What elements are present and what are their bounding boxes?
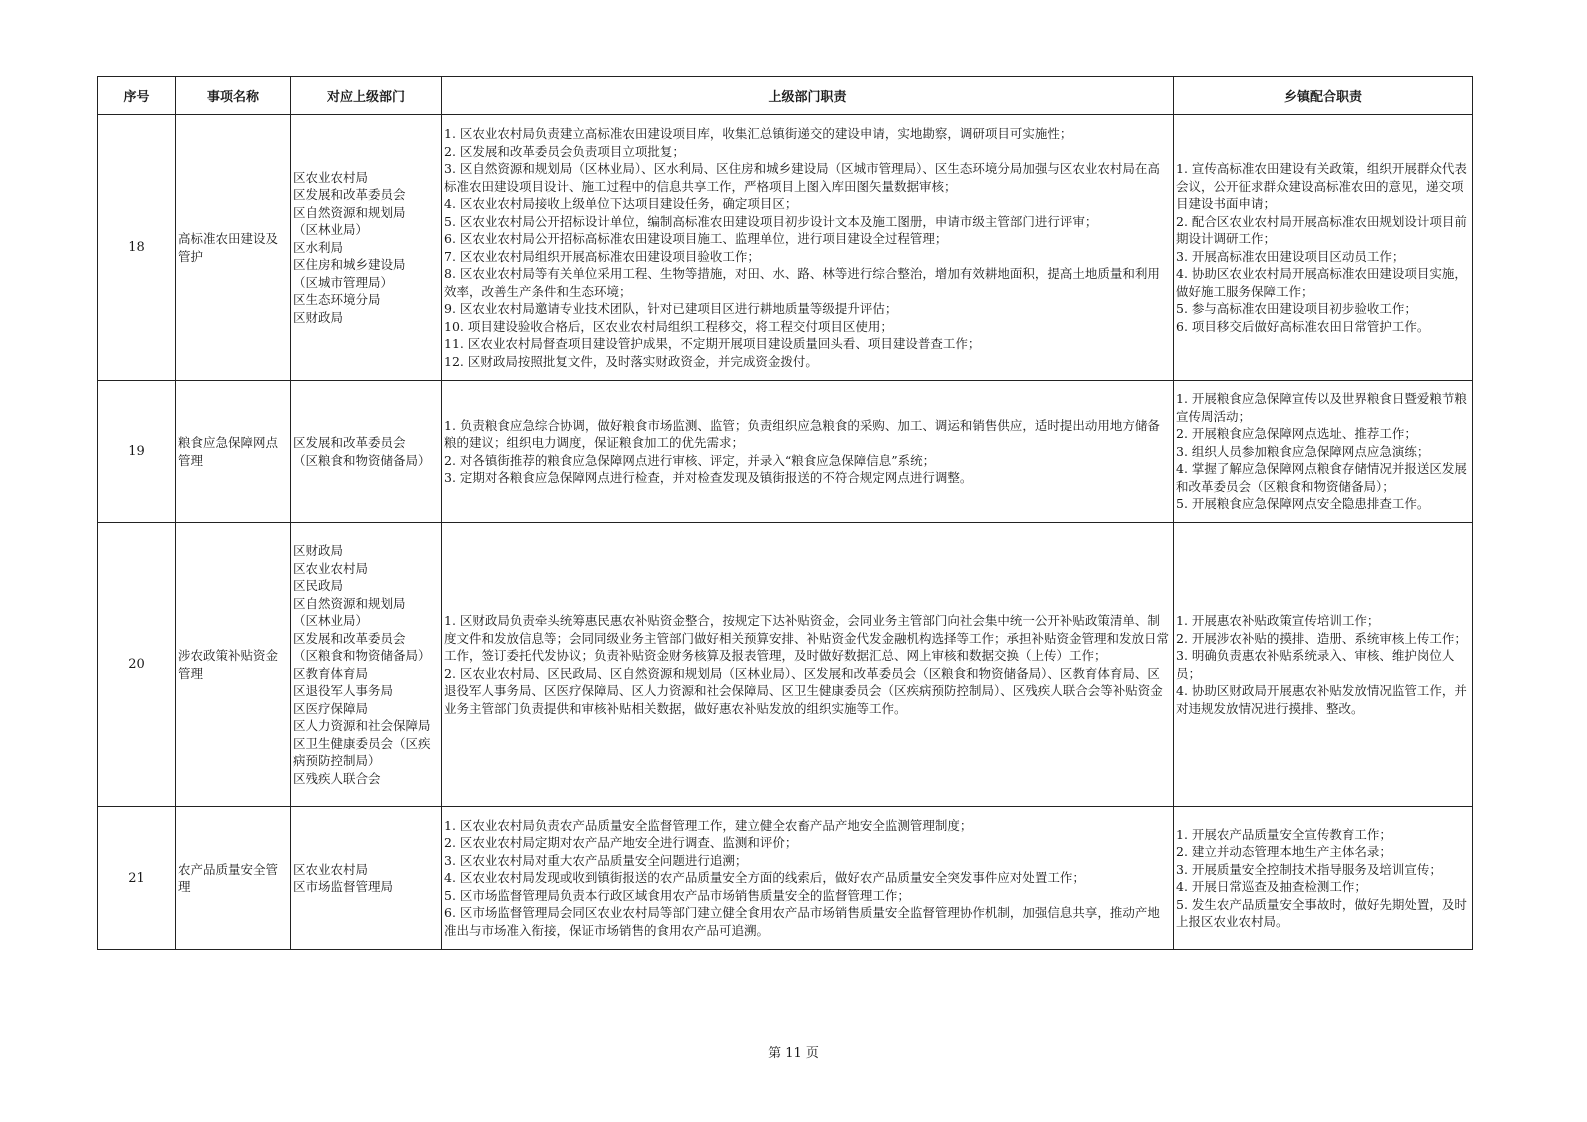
duty-line: 5. 区农业农村局公开招标设计单位，编制高标准农田建设项目初步设计文本及施工图册，申请市级主管部门进行评审； bbox=[444, 213, 1098, 229]
dept-line: 区发展和改革委员会 bbox=[293, 187, 406, 203]
row-item-name: 农产品质量安全管理 bbox=[176, 807, 291, 950]
duty-line: 7. 区农业农村局组织开展高标准农田建设项目验收工作； bbox=[444, 248, 760, 264]
dept-line: 区医疗保障局 bbox=[293, 700, 369, 716]
duty-line: 5. 区市场监督管理局负责本行政区域食用农产品市场销售质量安全的监督管理工作； bbox=[444, 887, 910, 903]
town-duty-line: 1. 开展农产品质量安全宣传教育工作； bbox=[1176, 826, 1392, 842]
dept-line: 区民政局 bbox=[293, 578, 344, 593]
row-town-duties bbox=[1174, 381, 1473, 523]
row-seq: 20 bbox=[98, 523, 176, 807]
town-duty-line: 3. 明确负责惠农补贴系统录入、审核、维护岗位人员； bbox=[1176, 648, 1455, 681]
dept-line: 区退役军人事务局 bbox=[293, 683, 394, 698]
dept-line: 区住房和城乡建设局 bbox=[293, 257, 406, 273]
duty-line: 1. 区农业农村局负责建立高标准农田建设项目库，收集汇总镇街递交的建设申请，实地勘察，调研项目可实施性； bbox=[444, 126, 1073, 141]
dept-line: 区农业农村局 bbox=[293, 560, 369, 576]
table-row bbox=[98, 115, 1473, 381]
duty-line: 6. 区市场监督管理局会同区农业农村局等部门建立健全食用农产品市场销售质量安全监督管理协作机制，加强信息共享，推动产地准出与市场准入衔接，保证市场销售的食用农产品可追溯。 bbox=[444, 905, 1160, 938]
row-upper-duties bbox=[442, 807, 1174, 950]
town-duty-line: 6. 项目移交后做好高标准农田日常管护工作。 bbox=[1176, 318, 1430, 334]
town-duty-line: 4. 协助区农业农村局开展高标准农田建设项目实施，做好施工服务保障工作； bbox=[1176, 266, 1467, 299]
town-duty-line: 2. 开展粮食应急保障网点选址、推荐工作； bbox=[1176, 426, 1417, 442]
row-seq: 21 bbox=[98, 807, 176, 950]
table-row bbox=[98, 807, 1473, 950]
dept-line: （区林业局） bbox=[293, 222, 369, 238]
dept-line: （区城市管理局） bbox=[293, 274, 394, 290]
dept-line: 区市场监督管理局 bbox=[293, 879, 394, 894]
duty-line: 8. 区农业农村局等有关单位采用工程、生物等措施，对田、水、路、林等进行综合整治，增加有效耕地面积，提高土地质量和利用效率，改善生产条件和生态环境； bbox=[444, 266, 1160, 299]
row-town-duties bbox=[1174, 807, 1473, 950]
duty-line: 2. 对各镇街推荐的粮食应急保障网点进行审核、评定，并录入“粮食应急保障信息”系统； bbox=[444, 452, 936, 468]
table-row bbox=[98, 381, 1473, 523]
row-upper-depts bbox=[291, 523, 442, 807]
duty-line: 6. 区农业农村局公开招标高标准农田建设项目施工、监理单位，进行项目建设全过程管理； bbox=[444, 231, 948, 246]
town-duty-line: 1. 宣传高标准农田建设有关政策，组织开展群众代表会议，公开征求群众建设高标准农田的意见，递交项目建设书面申请； bbox=[1176, 161, 1467, 211]
duty-line: 4. 区农业农村局接收上级单位下达项目建设任务，确定项目区； bbox=[444, 196, 798, 211]
dept-line: 区发展和改革委员会 bbox=[293, 435, 406, 450]
town-duty-line: 5. 发生农产品质量安全事故时，做好先期处置，及时上报区农业农村局。 bbox=[1176, 896, 1467, 929]
page-number: 第 11 页 bbox=[768, 1046, 819, 1061]
dept-line: 区生态环境分局 bbox=[293, 292, 381, 308]
duty-line: 1. 负责粮食应急综合协调，做好粮食市场监测、监管；负责组织应急粮食的采购、加工、调运和销售供应，适时提出动用地方储备粮的建议；组织电力调度，保证粮食加工的优先需求； bbox=[444, 417, 1160, 450]
town-duty-line: 2. 开展涉农补贴的摸排、造册、系统审核上传工作； bbox=[1176, 630, 1467, 646]
town-duty-line: 5. 开展粮食应急保障网点安全隐患排查工作。 bbox=[1176, 496, 1430, 512]
duty-line: 12. 区财政局按照批复文件，及时落实财政资金，并完成资金拨付。 bbox=[444, 353, 818, 369]
row-town-duties bbox=[1174, 523, 1473, 807]
row-upper-depts bbox=[291, 381, 442, 523]
table-header-row bbox=[98, 77, 1473, 115]
duty-line: 9. 区农业农村局邀请专业技术团队，针对已建项目区进行耕地质量等级提升评估； bbox=[444, 301, 898, 316]
town-duty-line: 1. 开展粮食应急保障宣传以及世界粮食日暨爱粮节粮宣传周活动； bbox=[1176, 391, 1467, 424]
dept-line: 区农业农村局 bbox=[293, 861, 369, 877]
town-duty-line: 3. 组织人员参加粮食应急保障网点应急演练； bbox=[1176, 443, 1430, 459]
dept-line: （区粮食和物资储备局） bbox=[293, 452, 431, 468]
town-duty-line: 4. 协助区财政局开展惠农补贴发放情况监管工作，并对违规发放情况进行摸排、整改。 bbox=[1176, 683, 1467, 716]
dept-line: 区财政局 bbox=[293, 309, 344, 325]
town-duty-line: 3. 开展高标准农田建设项目区动员工作； bbox=[1176, 248, 1405, 264]
duty-line: 2. 区农业农村局定期对农产品产地安全进行调查、监测和评价； bbox=[444, 835, 798, 851]
header-upper-duty: 上级部门职责 bbox=[442, 77, 1174, 115]
town-duty-line: 5. 参与高标准农田建设项目初步验收工作； bbox=[1176, 301, 1417, 316]
dept-line: （区林业局） bbox=[293, 613, 369, 628]
dept-line: 区卫生健康委员会（区疾病预防控制局） bbox=[293, 735, 431, 768]
duty-line: 1. 区财政局负责牵头统筹惠民惠农补贴资金整合，按规定下达补贴资金，会同业务主管部门向社会集中统一公开补贴政策清单、制度文件和发放信息等；会同同级业务主管部门做好相关预算安排、补贴资金代发金融机构选择等工作；承担补贴资金管理和发放日常工作，签订委托代发协议；负责补贴资金财务核算及报表管理，及时做好数据汇总、网上审核和数据交换（上传）工作； bbox=[444, 613, 1170, 663]
row-seq: 18 bbox=[98, 115, 176, 381]
duty-line: 4. 区农业农村局发现或收到镇街报送的农产品质量安全方面的线索后，做好农产品质量安全突发事件应对处置工作； bbox=[444, 870, 1085, 886]
town-duty-line: 3. 开展质量安全控制技术指导服务及培训宣传； bbox=[1176, 861, 1442, 877]
dept-line: 区自然资源和规划局 bbox=[293, 204, 406, 220]
duty-line: 2. 区发展和改革委员会负责项目立项批复； bbox=[444, 143, 685, 159]
dept-line: （区粮食和物资储备局） bbox=[293, 648, 431, 663]
duty-line: 2. 区农业农村局、区民政局、区自然资源和规划局（区林业局）、区发展和改革委员会（区粮食和物资储备局）、区教育体育局、区退役军人事务局、区医疗保障局、区人力资源和社会保障局、区卫生健康委员会（区疾病预防控制局）、区残疾人联合会等补贴资金业务主管部门负责提供和审核补贴相关数据，做好惠农补贴发放的组织实施等工作。 bbox=[444, 665, 1163, 716]
duty-table bbox=[97, 76, 1473, 950]
dept-line: 区水利局 bbox=[293, 239, 344, 255]
row-upper-duties bbox=[442, 523, 1174, 807]
dept-line: 区发展和改革委员会 bbox=[293, 630, 406, 646]
row-upper-depts bbox=[291, 807, 442, 950]
dept-line: 区农业农村局 bbox=[293, 169, 369, 185]
row-upper-depts bbox=[291, 115, 442, 381]
town-duty-line: 1. 开展惠农补贴政策宣传培训工作； bbox=[1176, 613, 1380, 628]
duty-line: 3. 区农业农村局对重大农产品质量安全问题进行追溯； bbox=[444, 852, 748, 868]
town-duty-line: 2. 建立并动态管理本地生产主体名录； bbox=[1176, 844, 1392, 859]
duty-line: 1. 区农业农村局负责农产品质量安全监督管理工作，建立健全农畜产品产地安全监测管理制度； bbox=[444, 817, 973, 833]
duty-line: 3. 定期对各粮食应急保障网点进行检查，并对检查发现及镇街报送的不符合规定网点进行调整。 bbox=[444, 470, 973, 485]
dept-line: 区残疾人联合会 bbox=[293, 770, 381, 786]
duty-line: 3. 区自然资源和规划局（区林业局）、区水利局、区住房和城乡建设局（区城市管理局）、区生态环境分局加强与区农业农村局在高标准农田建设项目设计、施工过程中的信息共享工作，严格项目上图入库田图矢量数据审核； bbox=[444, 161, 1160, 194]
row-item-name: 高标准农田建设及管护 bbox=[176, 115, 291, 381]
dept-line: 区人力资源和社会保障局 bbox=[293, 718, 431, 733]
row-upper-duties bbox=[442, 381, 1174, 523]
town-duty-line: 2. 配合区农业农村局开展高标准农田规划设计项目前期设计调研工作； bbox=[1176, 213, 1467, 246]
duty-line: 10. 项目建设验收合格后，区农业农村局组织工程移交，将工程交付项目区使用； bbox=[444, 318, 893, 334]
dept-line: 区自然资源和规划局 bbox=[293, 595, 406, 611]
row-item-name: 涉农政策补贴资金管理 bbox=[176, 523, 291, 807]
town-duty-line: 4. 掌握了解应急保障网点粮食存储情况并报送区发展和改革委员会（区粮食和物资储备局）； bbox=[1176, 461, 1467, 494]
row-item-name: 粮食应急保障网点管理 bbox=[176, 381, 291, 523]
row-seq: 19 bbox=[98, 381, 176, 523]
header-upper-dept: 对应上级部门 bbox=[291, 77, 442, 115]
row-town-duties bbox=[1174, 115, 1473, 381]
dept-line: 区财政局 bbox=[293, 543, 344, 558]
header-seq: 序号 bbox=[98, 77, 176, 115]
table-row bbox=[98, 523, 1473, 807]
header-town-duty: 乡镇配合职责 bbox=[1174, 77, 1473, 115]
row-upper-duties bbox=[442, 115, 1174, 381]
dept-line: 区教育体育局 bbox=[293, 665, 369, 681]
duty-line: 11. 区农业农村局督查项目建设管护成果，不定期开展项目建设质量回头看、项目建设普查工作； bbox=[444, 336, 981, 351]
header-item-name: 事项名称 bbox=[176, 77, 291, 115]
town-duty-line: 4. 开展日常巡查及抽查检测工作； bbox=[1176, 879, 1367, 894]
